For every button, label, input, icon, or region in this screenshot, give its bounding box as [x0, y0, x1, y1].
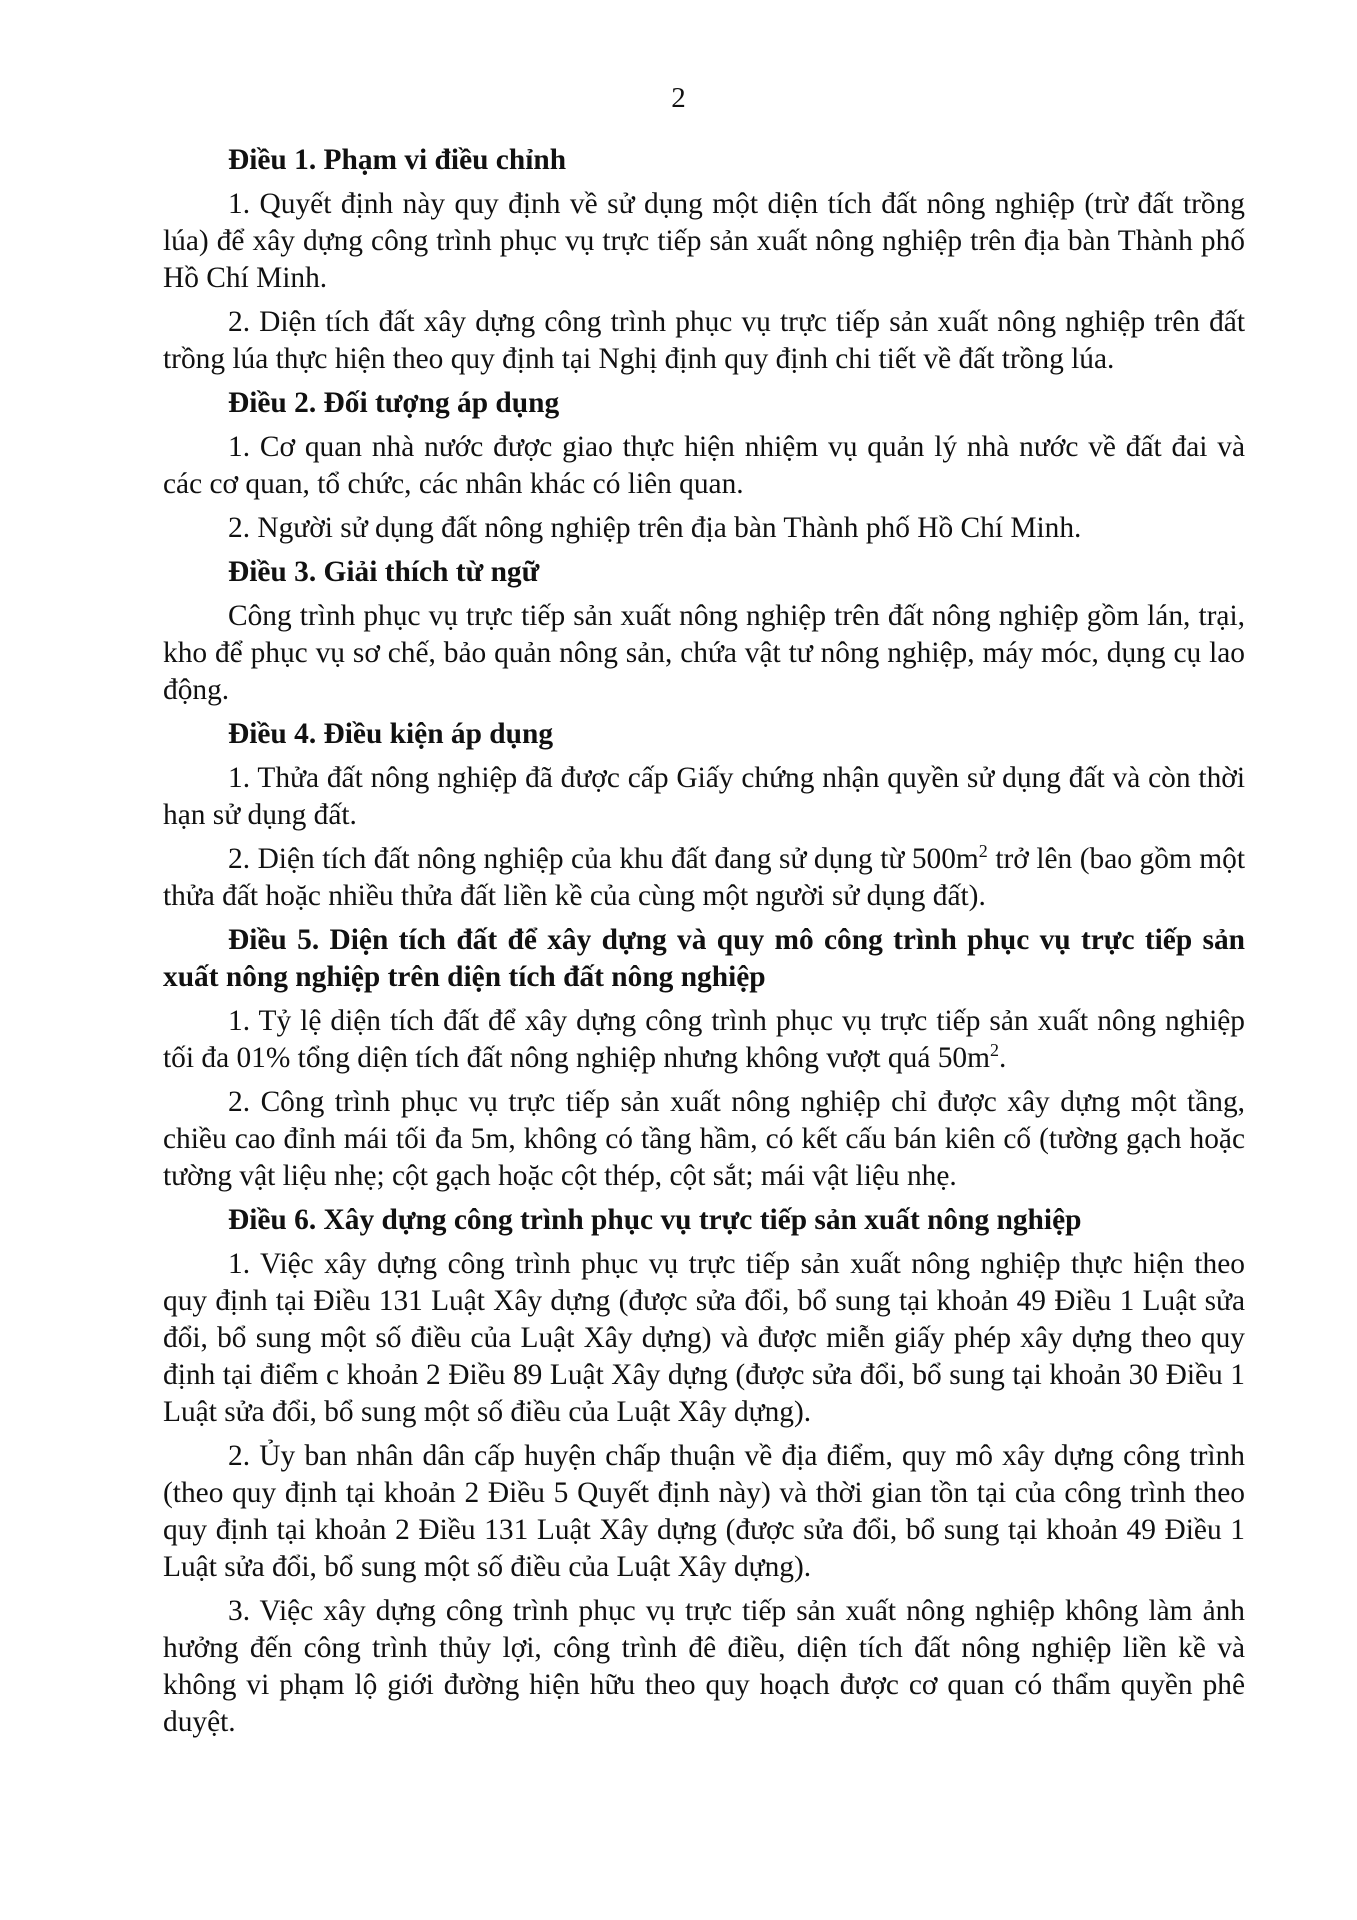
paragraph-text: 2. Diện tích đất nông nghiệp của khu đất đang sử dụng từ 500m [228, 843, 979, 875]
article-paragraph: 1. Thửa đất nông nghiệp đã được cấp Giấy chứng nhận quyền sử dụng đất và còn thời hạn sử dụng đất. [163, 762, 1245, 831]
page-number: 2 [671, 82, 686, 114]
article-heading: Điều 4. Điều kiện áp dụng [228, 718, 554, 750]
article-paragraph: 3. Việc xây dựng công trình phục vụ trực tiếp sản xuất nông nghiệp không làm ảnh hưởng đến công trình thủy lợi, công trình đê điều, diện tích đất nông nghiệp liền kề và không vi phạm lộ giới đường hiện hữu theo quy hoạch được cơ quan có thẩm quyền phê duyệt. [163, 1595, 1245, 1738]
article-paragraph: 1. Việc xây dựng công trình phục vụ trực tiếp sản xuất nông nghiệp thực hiện theo quy định tại Điều 131 Luật Xây dựng (được sửa đổi, bổ sung tại khoản 49 Điều 1 Luật sửa đổi, bổ sung một số điều của Luật Xây dựng) và được miễn giấy phép xây dựng theo quy định tại điểm c khoản 2 Điều 89 Luật Xây dựng (được sửa đổi, bổ sung tại khoản 30 Điều 1 Luật sửa đổi, bổ sung một số điều của Luật Xây dựng). [163, 1248, 1245, 1428]
article-heading: Điều 3. Giải thích từ ngữ [228, 556, 540, 588]
article-paragraph: 2. Công trình phục vụ trực tiếp sản xuất nông nghiệp chỉ được xây dựng một tầng, chiều cao đỉnh mái tối đa 5m, không có tầng hầm, có kết cấu bán kiên cố (tường gạch hoặc tường vật liệu nhẹ; cột gạch hoặc cột thép, cột sắt; mái vật liệu nhẹ. [163, 1086, 1245, 1192]
article-4 [163, 716, 1245, 915]
paragraph-text: 1. Tỷ lệ diện tích đất để xây dựng công trình phục vụ trực tiếp sản xuất nông nghiệp tối đa 01% tổng diện tích đất nông nghiệp nhưng không vượt quá 50m [163, 1005, 1245, 1074]
superscript: 2 [989, 1040, 999, 1061]
article-paragraph: 2. Ủy ban nhân dân cấp huyện chấp thuận về địa điểm, quy mô xây dựng công trình (theo quy định tại khoản 2 Điều 5 Quyết định này) và thời gian tồn tại của công trình theo quy định tại khoản 2 Điều 131 Luật Xây dựng (được sửa đổi, bổ sung tại khoản 49 Điều 1 Luật sửa đổi, bổ sung một số điều của Luật Xây dựng). [163, 1440, 1245, 1583]
article-paragraph: 1. Quyết định này quy định về sử dụng một diện tích đất nông nghiệp (trừ đất trồng lúa) để xây dựng công trình phục vụ trực tiếp sản xuất nông nghiệp trên địa bàn Thành phố Hồ Chí Minh. [163, 188, 1245, 294]
article-paragraph: 1. Cơ quan nhà nước được giao thực hiện nhiệm vụ quản lý nhà nước về đất đai và các cơ quan, tổ chức, các nhân khác có liên quan. [163, 431, 1245, 500]
article-paragraph: 2. Diện tích đất xây dựng công trình phục vụ trực tiếp sản xuất nông nghiệp trên đất trồng lúa thực hiện theo quy định tại Nghị định quy định chi tiết về đất trồng lúa. [163, 306, 1245, 375]
article-2 [163, 385, 1245, 547]
article-1 [163, 142, 1245, 378]
article-heading: Điều 5. Diện tích đất để xây dựng và quy mô công trình phục vụ trực tiếp sản xuất nông nghiệp trên diện tích đất nông nghiệp [163, 924, 1245, 993]
article-paragraph: Công trình phục vụ trực tiếp sản xuất nông nghiệp trên đất nông nghiệp gồm lán, trại, kho để phục vụ sơ chế, bảo quản nông sản, chứa vật tư nông nghiệp, máy móc, dụng cụ lao động. [163, 600, 1245, 706]
article-heading: Điều 6. Xây dựng công trình phục vụ trực tiếp sản xuất nông nghiệp [228, 1204, 1082, 1236]
article-paragraph: 2. Người sử dụng đất nông nghiệp trên địa bàn Thành phố Hồ Chí Minh. [228, 512, 1082, 544]
article-5 [163, 922, 1245, 1195]
article-paragraph [163, 1003, 1245, 1077]
article-paragraph [163, 841, 1245, 915]
paragraph-text: trở lên (bao gồm một thửa đất hoặc nhiều thửa đất liền kề của cùng một người sử dụng đất). [163, 843, 1245, 912]
document-body [163, 142, 1245, 1748]
article-heading: Điều 1. Phạm vi điều chỉnh [228, 144, 567, 176]
article-6 [163, 1202, 1245, 1741]
article-3 [163, 554, 1245, 709]
superscript: 2 [978, 841, 988, 862]
article-heading: Điều 2. Đối tượng áp dụng [228, 387, 560, 419]
paragraph-text: . [998, 1042, 1007, 1074]
